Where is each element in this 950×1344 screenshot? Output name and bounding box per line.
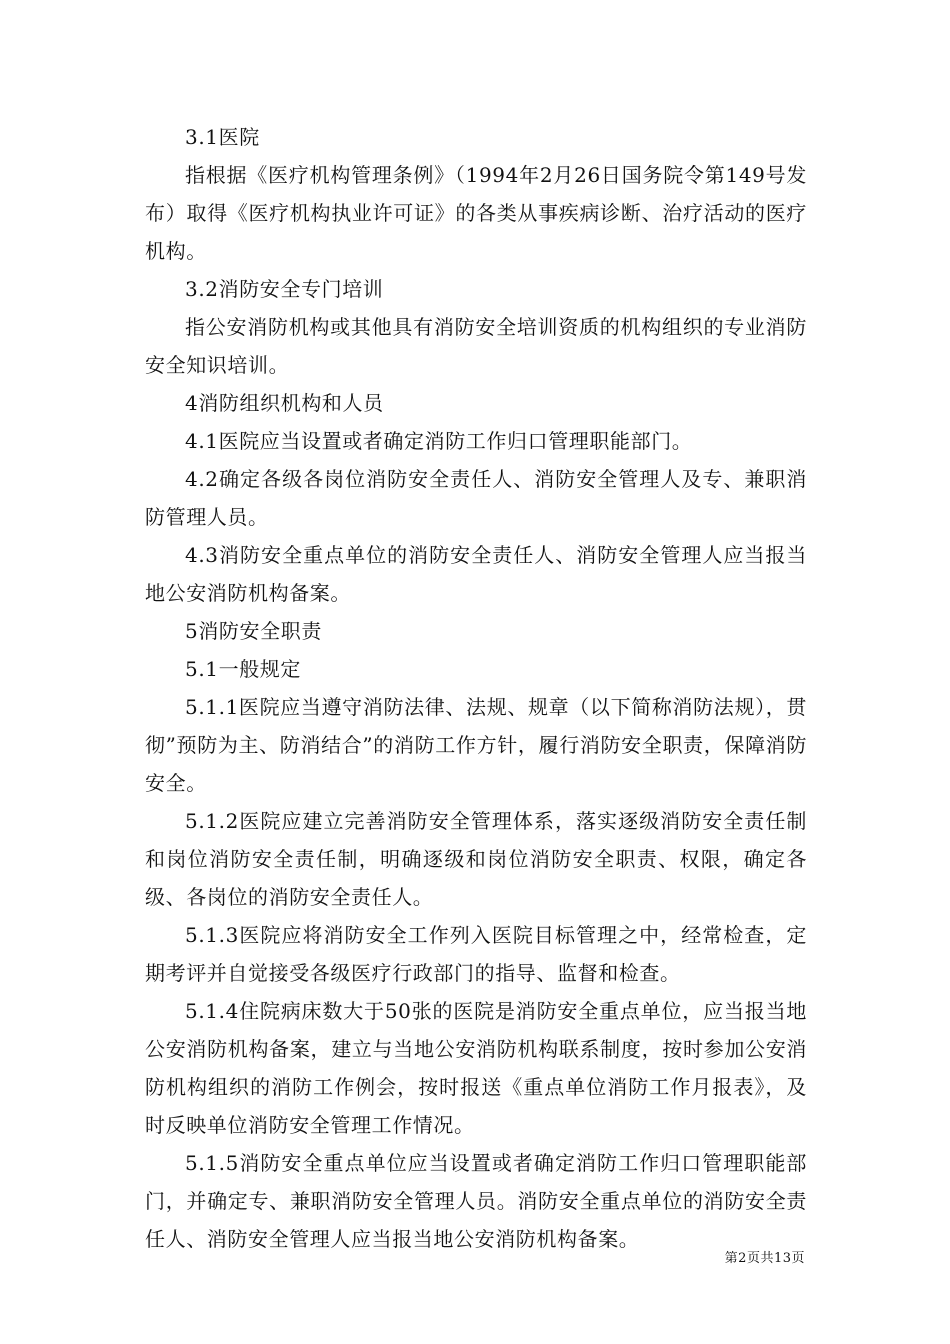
heading-5: 5消防安全职责 (185, 619, 322, 643)
heading-3-2: 3.2消防安全专门培训 (185, 277, 384, 301)
paragraph-5-1-2: 5.1.2医院应建立完善消防安全管理体系，落实逐级消防安全责任制和岗位消防安全责任制，明确逐级和岗位消防安全职责、权限，确定各级、各岗位的消防安全责任人。 (145, 809, 807, 909)
document-body (145, 118, 807, 1258)
paragraph-4-3: 4.3消防安全重点单位的消防安全责任人、消防安全管理人应当报当地公安消防机构备案。 (145, 543, 807, 605)
paragraph-4-2: 4.2确定各级各岗位消防安全责任人、消防安全管理人及专、兼职消防管理人员。 (145, 467, 807, 529)
paragraph-5-1-4: 5.1.4住院病床数大于50张的医院是消防安全重点单位，应当报当地公安消防机构备案，建立与当地公安消防机构联系制度，按时参加公安消防机构组织的消防工作例会，按时报送《重点单位消防工作月报表》，及时反映单位消防安全管理工作情况。 (145, 999, 807, 1137)
paragraph-5-1-1: 5.1.1医院应当遵守消防法律、法规、规章（以下简称消防法规），贯彻”预防为主、防消结合”的消防工作方针，履行消防安全职责，保障消防安全。 (145, 695, 807, 795)
paragraph-5-1-5: 5.1.5消防安全重点单位应当设置或者确定消防工作归口管理职能部门，并确定专、兼职消防安全管理人员。消防安全重点单位的消防安全责任人、消防安全管理人应当报当地公安消防机构备案。 (145, 1151, 807, 1251)
heading-5-1: 5.1一般规定 (185, 657, 302, 681)
paragraph-4-1: 4.1医院应当设置或者确定消防工作归口管理职能部门。 (185, 429, 693, 453)
page-number-footer: 第2页共13页 (724, 1251, 805, 1266)
paragraph-5-1-3: 5.1.3医院应将消防安全工作列入医院目标管理之中，经常检查，定期考评并自觉接受各级医疗行政部门的指导、监督和检查。 (145, 923, 807, 985)
heading-4: 4消防组织机构和人员 (185, 391, 384, 415)
heading-3-1: 3.1医院 (185, 125, 260, 149)
paragraph-3-2-definition: 指公安消防机构或其他具有消防安全培训资质的机构组织的专业消防安全知识培训。 (145, 315, 807, 377)
paragraph-3-1-definition: 指根据《医疗机构管理条例》（1994年2月26日国务院令第149号发布）取得《医疗机构执业许可证》的各类从事疾病诊断、治疗活动的医疗机构。 (145, 163, 807, 263)
